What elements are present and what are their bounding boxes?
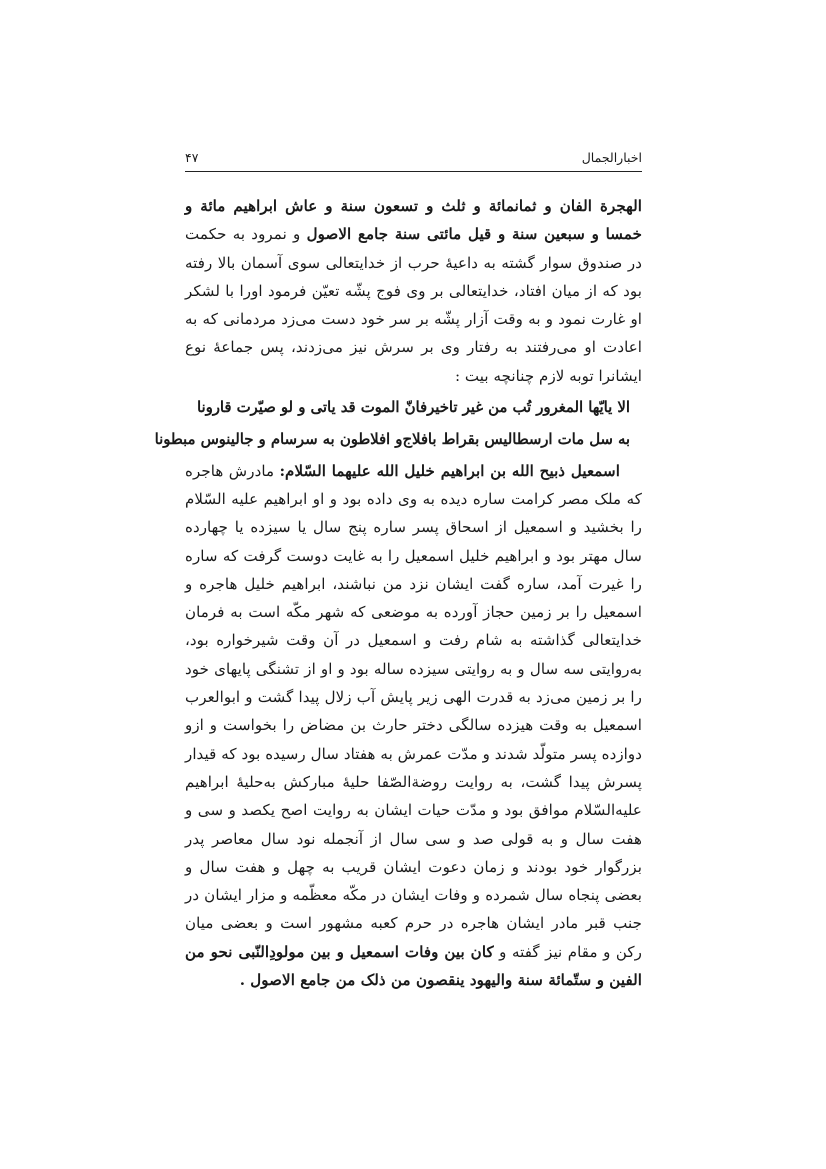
section-heading-ismail: اسمعیل ذبیح الله بن ابراهیم خلیل الله علیهما السّلام: <box>279 461 620 480</box>
running-title: اخبارالجمال <box>581 150 642 165</box>
body-text <box>154 192 643 994</box>
page-number: ۴۷ <box>185 150 199 165</box>
verse-2-second-hemistich: و افلاطون به سرسام و جالینوس مبطونا <box>154 431 403 449</box>
verse-line-2 <box>154 426 642 454</box>
paragraph-2 <box>185 457 642 995</box>
paragraph-1-bold-opening: الهجرة الفان و ثمانمائة و ثلث و تسعون سنة و عاش ابراهیم مائة و خمسا و سبعین سنة و قیل مائتی سنة جامع الاصول <box>185 197 642 244</box>
verse-line-1 <box>185 394 642 422</box>
verse-2-first-hemistich: به سل مات ارسطالیس بقراط بافلاج <box>402 431 630 449</box>
document-page <box>154 150 643 994</box>
running-header <box>185 150 642 172</box>
verse-1-second-hemistich: فانّ الموت قد یاتی و لو صیّرت قارونا <box>196 399 428 417</box>
paragraph-1-text: و نمرود به حکمت در صندوق سوار گشته به داعیهٔ حرب از خدایتعالی سوی آسمان بالا رفته بود که از میان افتاد، خدایتعالی بر وی فوج پشّه تعیّن فرمود اورا با لشکر او غارت نمود و به وقت آزار پشّه بر سر خود دست می‌زد مردمانی که به اعادت او می‌رفتند به رفتار وی بر سرش نیز می‌زدند، پس جماعهٔ نوع ایشانرا توبه لازم چنانچه بیت : <box>185 225 642 385</box>
paragraph-2-text: مادرش هاجره که ملک مصر کرامت ساره دیده به وی داده بود و او ابراهیم علیه السّلام را بخشید و اسمعیل از اسحاق پسر ساره پنج سال یا سیزده یا چهارده سال مهتر بود و ابراهیم خلیل اسمعیل را به غایت دوست گرفت که ساره را غیرت آمد، ساره گفت ایشان نزد من نباشند، ابراهیم خلیل هاجره و اسمعیل را بر زمین حجاز آورده به موضعی که شهر مکّه است به فرمان خدایتعالی گذاشته به شام رفت و اسمعیل در آن وقت شیرخواره بود، به‌روایتی سه سال و به روایتی سیزده ساله بود و او از تشنگی پایهای خود را بر زمین می‌زد به قدرت الهی زیر پایش آب زلال پیدا گشت و ابوالعرب اسمعیل به وقت هیزده سالگی دختر حارث بن مضاض را بخواست و ازو دوازده پسر متولّد شدند و مدّت عمرش به هفتاد سال رسیده بود که قیدار پسرش پیدا گشت، به روایت روضةالصّفا حلیهٔ مبارکش به‌حلیهٔ ابراهیم علیه‌السّلام موافق بود و مدّت حیات ایشان به روایت اصح یکصد و سی و هفت سال و به قولی صد و سی سال از آنجمله نود سال معاصر پدر بزرگوار خود بودند و زمان دعوت ایشان قریب به چهل و هفت سال و بعضی پنجاه سال شمرده و وفات ایشان در مکّه معظّمه و مزار ایشان در جنب قبر مادر ایشان هاجره در حرم کعبه مشهور است و بعضی میان رکن و مقام نیز گفته و <box>185 461 643 961</box>
paragraph-2-bold-closing: کان بین وفات اسمعیل و بین مولودِالنّبی نحو من الفین و ستّمائة سنة والیهود ینقصون من ذلک من جامع الاصول . <box>185 942 642 990</box>
verse-1-first-hemistich: الا یایّها المغرور تُب من غیر تاخیر <box>427 399 630 417</box>
paragraph-1 <box>185 192 642 390</box>
